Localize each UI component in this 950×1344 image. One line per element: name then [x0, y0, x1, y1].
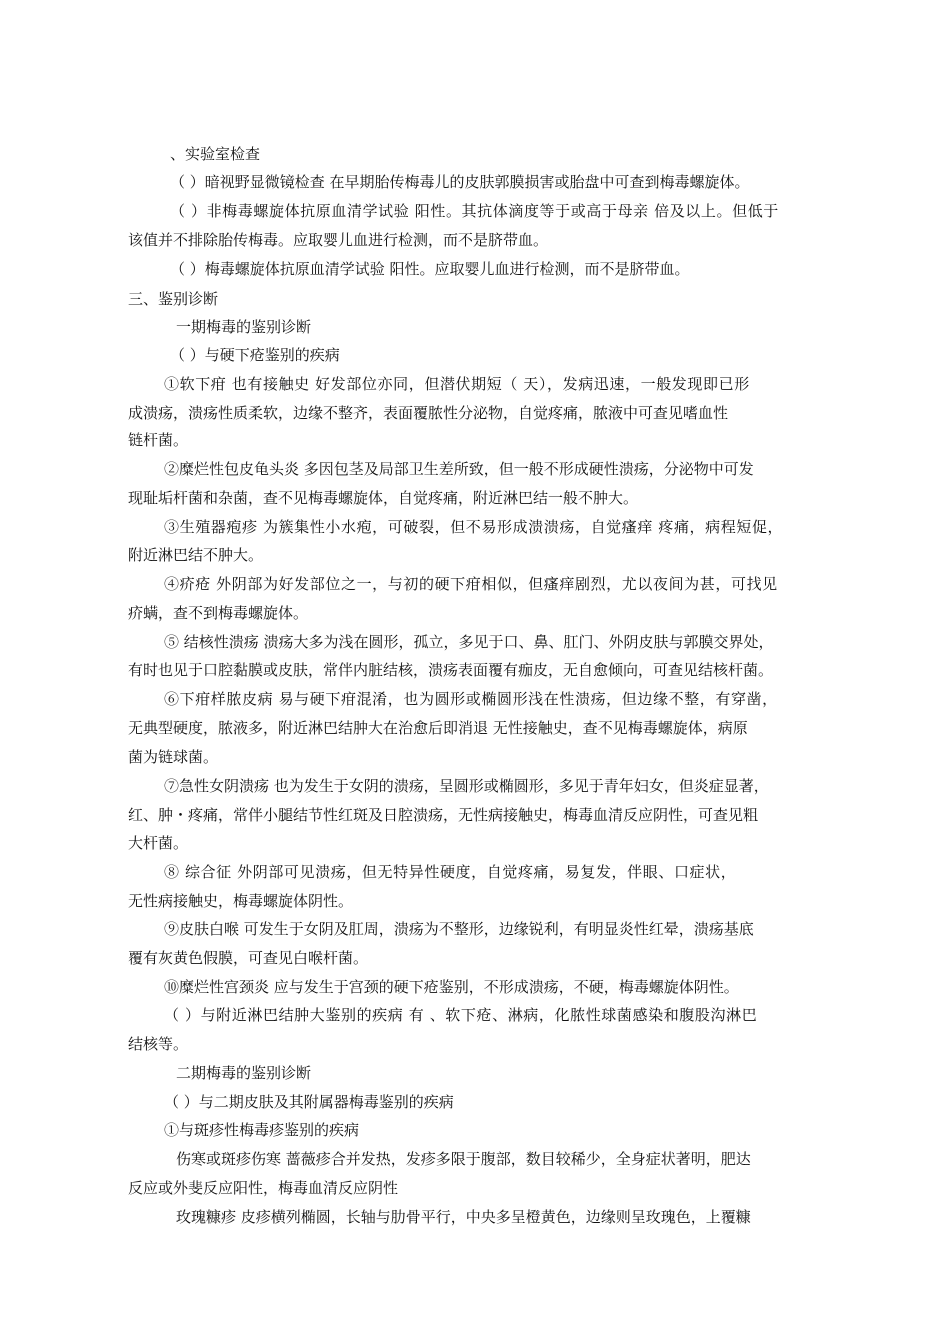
text-line: 大杆菌。 — [128, 834, 189, 852]
subsection-heading: 一期梅毒的鉴别诊断 — [176, 318, 312, 336]
text-line: 链杆菌。 — [128, 431, 189, 449]
text-line: ⑥下疳样脓皮病 易与硬下疳混淆，也为圆形或椭圆形浅在性溃疡，但边缘不整，有穿凿， — [164, 690, 778, 708]
text-line: ②糜烂性包皮龟头炎 多因包茎及局部卫生差所致，但一般不形成硬性溃疡，分泌物中可发 — [164, 460, 754, 478]
text-line: 伤寒或斑疹伤寒 蔷薇疹合并发热，发疹多限于腹部，数目较稀少，全身症状著明，肥达 — [176, 1150, 751, 1168]
text-line: ⑧ 综合征 外阴部可见溃疡，但无特异性硬度，自觉疼痛，易复发，伴眼、口症状， — [164, 863, 737, 881]
text-line: ⑦急性女阴溃疡 也为发生于女阴的溃疡，呈圆形或椭圆形，多见于青年妇女，但炎症显著， — [164, 777, 769, 795]
text-line: 反应或外斐反应阳性，梅毒血清反应阴性 — [128, 1179, 399, 1197]
section-heading: 三、鉴别诊断 — [128, 290, 219, 308]
text-line: 红、肿・疼痛，常伴小腿结节性红斑及日腔溃疡，无性病接触史，梅毒血清反应阴性，可查见粗 — [128, 806, 759, 824]
subsection-heading: （ ）与硬下疮鉴别的疾病 — [170, 346, 340, 364]
text-line: 无典型硬度，脓液多，附近淋巴结肿大在治愈后即消退 无性接触史，查不见梅毒螺旋体，病原 — [128, 719, 748, 737]
subsection-heading: 二期梅毒的鉴别诊断 — [176, 1064, 312, 1082]
text-line: （ ）非梅毒螺旋体抗原血清学试验 阳性。其抗体滴度等于或高于母亲 倍及以上。但低于 — [170, 202, 779, 220]
text-line: 成溃疡，溃疡性质柔软，边缘不整齐，表面覆脓性分泌物，自觉疼痛，脓液中可查见嗜血性 — [128, 404, 729, 422]
text-line: （ ）与附近淋巴结肿大鉴别的疾病 有 、软下疮、淋病，化脓性球菌感染和腹股沟淋巴 — [164, 1006, 758, 1024]
text-line: ⑨皮肤白喉 可发生于女阴及肛周，溃疡为不整形，边缘锐利，有明显炎性红晕，溃疡基底 — [164, 920, 754, 938]
text-line: ①与斑疹性梅毒疹鉴别的疾病 — [164, 1121, 360, 1139]
text-line: 附近淋巴结不肿大。 — [128, 546, 264, 564]
text-line: ⑤ 结核性溃疡 溃疡大多为浅在圆形，孤立，多见于口、鼻、肛门、外阴皮肤与郭膜交界处， — [164, 633, 774, 651]
text-line: ①软下疳 也有接触史 好发部位亦同，但潜伏期短（ 天），发病迅速，一般发现即已形 — [164, 375, 750, 393]
text-line: ③生殖器疱疹 为簇集性小水疱，可破裂，但不易形成溃溃疡，自觉瘙痒 疼痛，病程短促， — [164, 518, 784, 536]
text-line: 现耻垢杆菌和杂菌，查不见梅毒螺旋体，自觉疼痛，附近淋巴结一般不肿大。 — [128, 489, 639, 507]
text-line: 菌为链球菌。 — [128, 748, 219, 766]
text-line: （ ）暗视野显微镜检查 在早期胎传梅毒儿的皮肤郭膜损害或胎盘中可查到梅毒螺旋体。 — [170, 173, 750, 191]
text-line: （ ）梅毒螺旋体抗原血清学试验 阳性。应取婴儿血进行检测，而不是脐带血。 — [170, 260, 690, 278]
text-line: ④疥疮 外阴部为好发部位之一，与初的硬下疳相似，但瘙痒剧烈，尤以夜间为甚，可找见 — [164, 575, 778, 593]
text-line: 疥螨，查不到梅毒螺旋体。 — [128, 604, 309, 622]
text-line: 无性病接触史，梅毒螺旋体阴性。 — [128, 892, 354, 910]
section-heading: 、实验室检查 — [170, 145, 261, 163]
text-line: 结核等。 — [128, 1035, 189, 1053]
text-line: 覆有灰黄色假膜，可查见白喉杆菌。 — [128, 949, 369, 967]
text-line: 该值并不排除胎传梅毒。应取婴儿血进行检测，而不是脐带血。 — [128, 231, 549, 249]
text-line: 玫瑰糠疹 皮疹横列椭圆，长轴与肋骨平行，中央多呈橙黄色，边缘则呈玫瑰色，上覆糠 — [176, 1208, 751, 1226]
text-line: 有时也见于口腔黏膜或皮肤，常伴内脏结核，溃疡表面覆有痂皮，无自愈倾向，可查见结核杆菌。 — [128, 661, 774, 679]
subsection-heading: （ ）与二期皮肤及其附属器梅毒鉴别的疾病 — [164, 1093, 454, 1111]
text-line: ⑩糜烂性宫颈炎 应与发生于宫颈的硬下疮鉴别，不形成溃疡，不硬，梅毒螺旋体阴性。 — [164, 978, 739, 996]
